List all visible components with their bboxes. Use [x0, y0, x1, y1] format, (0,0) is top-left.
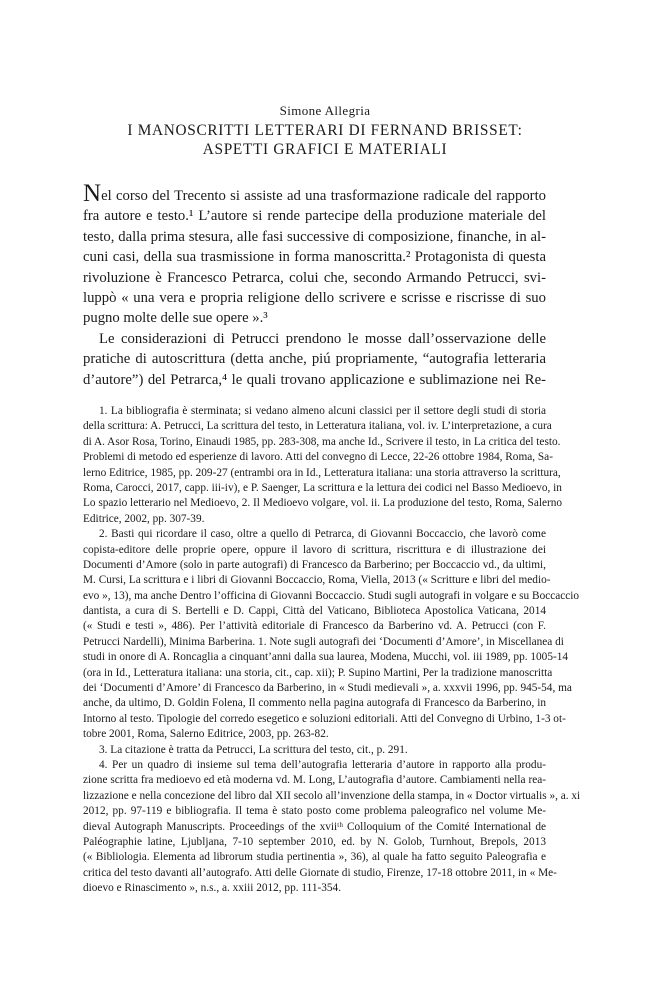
footnote-line: di A. Asor Rosa, Torino, Einaudi 1985, pp. 283-308, ma anche Id., Scrivere il testo, in La critica del testo. — [83, 435, 561, 448]
footnote-line: evo », 13), ma anche Dentro l’officina di Giovanni Boccaccio. Studi sugli autografi in volgare e su Boccaccio — [83, 589, 580, 602]
article-title — [0, 121, 650, 159]
footnote-line: zione scritta fra medioevo ed età moderna vd. M. Long, L’autografia d’autore. Cambiamenti nella rea- — [83, 774, 546, 787]
title-line-2: ASPETTI GRAFICI E MATERIALI — [202, 141, 448, 158]
footnote-line: anche, da ultimo, D. Goldin Folena, Il commento nella pagina autografa di Francesco da Barberino, in — [83, 697, 546, 710]
footnote-line: Problemi di metodo ed esperienze di lavoro. Atti del convegno di Lecce, 22-26 ottobre 1984, Roma, Sa- — [83, 451, 553, 464]
footnote-line: Documenti d’Amore (solo in parte autografi) di Francesco da Barberino; per Boccaccio vd., da ultimi, — [83, 558, 546, 571]
footnote-line: studi in onore di A. Roncaglia a cinquant’anni dalla sua laurea, Modena, Mucchi, vol. iii 1989, pp. 1005-14 — [83, 651, 569, 664]
footnote-line: della scrittura: A. Petrucci, La scrittura del testo, in Letteratura italiana, vol. iv. L’interpretazione, a cura — [83, 420, 552, 433]
footnote-line: lizzazione e nella concezione del libro dal XII secolo all’invenzione della stampa, in « Doctor virtualis », a. xi — [83, 789, 581, 802]
footnote-line: M. Cursi, La scrittura e i libri di Giovanni Boccaccio, Roma, Viella, 2013 (« Scritture e libri del medio- — [83, 574, 551, 587]
author-name: Simone Allegria — [279, 103, 371, 118]
body-line: pratiche di autoscrittura (detta anche, piú propriamente, “autografia letteraria — [83, 351, 546, 368]
footnote-line: Paléographie latine, Ljubljana, 7-10 september 2010, ed. by N. Golob, Turnhout, Brepols, 2013 — [83, 835, 546, 848]
footnote-line: 2. Basti qui ricordare il caso, oltre a quello di Petrarca, di Giovanni Boccaccio, che lavorò come — [99, 528, 546, 541]
body-line: luppò « una vera e propria religione dello scrivere e scrisse e riscrisse di suo — [83, 289, 546, 306]
body-line-text: el corso del Trecento si assiste ad una trasformazione radicale del rapporto — [101, 188, 546, 204]
footnote-line: (« Studi e testi », 486). Per l’attività editoriale di Francesco da Barberino vd. A. Petrucci (con F. — [83, 620, 546, 633]
footnote-line: copista-editore delle proprie opere, oppure il lavoro di scrittura, riscrittura e di illustrazione dei — [83, 543, 546, 556]
footnotes — [83, 404, 581, 897]
body-line: testo, dalla prima stesura, alle fasi successive di composizione, finanche, in al- — [83, 228, 546, 245]
footnote-line: 4. Per un quadro di insieme sul tema dell’autografia letteraria d’autore in rapporto alla produ- — [99, 758, 546, 771]
body-line: rivoluzione è Francesco Petrarca, colui che, secondo Armando Petrucci, svi- — [83, 269, 546, 286]
body-line: d’autore”) del Petrarca,⁴ le quali trovano applicazione e sublimazione nei Re- — [83, 371, 546, 388]
body-line: fra autore e testo.¹ L’autore si rende partecipe della produzione materiale del — [83, 208, 546, 225]
footnote-line: Petrucci Nardelli), Minima Barberina. 1. Note sugli autografi dei ‘Documenti d’Amore’, in Miscellanea di — [83, 635, 564, 648]
footnote-line: critica del testo davanti all’autografo. Atti delle Giornate di studio, Firenze, 17-18 ottobre 2011, in « Me- — [83, 866, 557, 879]
footnote-line: (ora in Id., Letteratura italiana: una storia, cit., cap. xii); P. Supino Martini, Per la tradizione manoscritta — [83, 666, 553, 679]
body-line: pugno molte delle sue opere ».³ — [83, 310, 268, 327]
title-line-1: I MANOSCRITTI LETTERARI DI FERNAND BRISSET: — [127, 122, 523, 139]
footnote-line: tobre 2001, Roma, Salerno Editrice, 2003, pp. 263-82. — [83, 728, 329, 741]
body-text — [83, 180, 546, 390]
footnote-line: 2012, pp. 97-119 e bibliografia. Il tema è stato posto come problema paleografico nel volume Me- — [83, 805, 546, 818]
footnote-line: 3. La citazione è tratta da Petrucci, La scrittura del testo, cit., p. 291. — [99, 743, 408, 756]
footnote-line: 1. La bibliografia è sterminata; si vedano almeno alcuni classici per il settore degli studi di storia — [99, 405, 546, 417]
body-line: cuni casi, della sua trasmissione in forma manoscritta.² Protagonista di questa — [83, 249, 546, 266]
body-line — [83, 180, 546, 207]
footnote-line: dieval Autograph Manuscripts. Proceedings of the xviiᵗʰ Colloquium of the Comité International de — [83, 820, 546, 833]
body-line: Le considerazioni di Petrucci prendono le mosse dall’osservazione delle — [99, 330, 546, 347]
footnote-line: Editrice, 2002, pp. 307-39. — [83, 512, 205, 525]
footnote-line: Intorno al testo. Tipologie del corredo esegetico e soluzioni editoriali. Atti del Convegno di Urbino, 1-3 ot- — [83, 712, 566, 725]
footnote-line: (« Bibliologia. Elementa ad librorum studia pertinentia », 36), al quale ha fatto seguito Paleografia e — [83, 851, 546, 864]
footnote-line: dantista, a cura di S. Bertelli e D. Cappi, Città del Vaticano, Biblioteca Apostolica Vaticana, 2014 — [83, 605, 546, 618]
footnote-line: lerno Editrice, 1985, pp. 209-27 (entrambi ora in Id., Letteratura italiana: una storia attraverso la scrittura, — [83, 466, 561, 479]
footnote-line: dei ‘Documenti d’Amore’ di Francesco da Barberino, in « Studi medievali », a. xxxvii 1996, pp. 945-54, ma — [83, 682, 572, 695]
footnote-line: Lo spazio letterario nel Medioevo, 2. Il Medioevo volgare, vol. ii. La produzione del testo, Roma, Salerno — [83, 497, 563, 510]
dropcap: N — [83, 180, 102, 207]
footnote-line: Roma, Carocci, 2017, capp. iii-iv), e P. Saenger, La scrittura e la lettura dei codici nel Basso Medioevo, in — [83, 481, 562, 494]
footnote-line: dioevo e Rinascimento », n.s., a. xxiii 2012, pp. 111-354. — [83, 882, 342, 895]
